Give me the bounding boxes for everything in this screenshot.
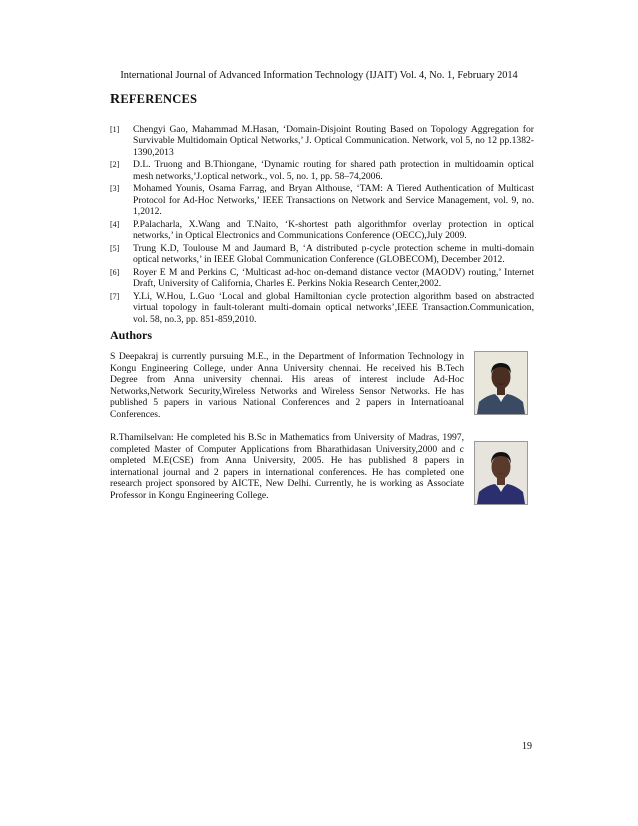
references-heading-initial: R bbox=[110, 92, 121, 107]
reference-number: [2] bbox=[110, 160, 120, 170]
reference-list bbox=[110, 124, 534, 326]
reference-item bbox=[110, 124, 534, 158]
author-photo bbox=[474, 351, 528, 415]
reference-text: Y.Li, W.Hou, L.Guo ‘Local and global Hamiltonian cycle protection algorithm based on abstracted virtual topology in fault-tolerant multi-domain optical networks’,IEEE Transaction.Communication, vol. 58, no.3, pp. 851-859,2010. bbox=[133, 290, 534, 325]
reference-number: [4] bbox=[110, 219, 120, 229]
reference-number: [5] bbox=[110, 243, 120, 253]
reference-text: D.L. Truong and B.Thiongane, ‘Dynamic routing for shared path protection in multidoamin optical mesh networks,’J.optical network., vol. 5, no. 1, pp. 58–74,2006. bbox=[133, 159, 534, 182]
author-portrait-icon bbox=[475, 352, 527, 414]
references-heading-rest: EFERENCES bbox=[120, 92, 198, 106]
reference-item bbox=[110, 183, 534, 217]
author-photo bbox=[474, 441, 528, 505]
reference-text: Trung K.D, Toulouse M and Jaumard B, ‘A distributed p-cycle protection scheme in multi-domain optical networks,’ in IEEE Global Communication Conference (GLOBECOM), December 2012. bbox=[133, 242, 534, 266]
reference-item bbox=[110, 159, 534, 182]
reference-item bbox=[110, 219, 534, 242]
reference-text: Royer E M and Perkins C, ‘Multicast ad-hoc on-demand distance vector (MAODV) routing,’ Internet Draft, University of California, Charles E. Perkins Nokia Research Center,2002. bbox=[133, 266, 534, 290]
references-heading bbox=[110, 92, 197, 108]
reference-number: [1] bbox=[110, 125, 120, 134]
reference-text: Chengyi Gao, Mahammad M.Hasan, ‘Domain-Disjoint Routing Based on Topology Aggregation for Survivable Multidomain Optical Networks,’ J. Optical Communication. Network, vol 5, no 12 pp.1382-1390,2013 bbox=[133, 124, 534, 158]
reference-item bbox=[110, 267, 534, 290]
author-bio: S Deepakraj is currently pursuing M.E., in the Department of Information Technology in Kongu Engineering College, under Anna University chennai. He received his B.Tech Degree from Anna university chennai. His areas of interest include Ad-Hoc Networks,Network Security,Wireless Networks and Wireless Sensor Networks. He has published 5 papers in various National Conferences and 2 papers in Internatioanal Conferences. bbox=[110, 351, 464, 420]
authors-heading: Authors bbox=[110, 328, 153, 342]
reference-text: Mohamed Younis, Osama Farrag, and Bryan Althouse, ‘TAM: A Tiered Authentication of Multicast Protocol for Ad-Hoc Networks,’ IEEE Transactions on Network and Service Management, vol. 9, no. 1,2012. bbox=[133, 183, 534, 218]
reference-number: [6] bbox=[110, 267, 120, 277]
author-portrait-icon bbox=[475, 442, 527, 504]
reference-text: P.Palacharla, X.Wang and T.Naito, ‘K-shortest path algorithmfor overlay protection in optical networks,’ in Optical Electronics and Communications Conference (OECC),July 2009. bbox=[133, 218, 534, 242]
running-header: International Journal of Advanced Information Technology (IJAIT) Vol. 4, No. 1, February 2014 bbox=[120, 70, 518, 81]
reference-item bbox=[110, 243, 534, 266]
reference-number: [7] bbox=[110, 291, 120, 301]
reference-number: [3] bbox=[110, 184, 120, 194]
page-number: 19 bbox=[522, 741, 532, 752]
reference-item bbox=[110, 291, 534, 325]
author-bio: R.Thamilselvan: He completed his B.Sc in Mathematics from University of Madras, 1997, completed Master of Computer Applications from Bharathidasan University,2000 and c ompleted M.E(CSE) from Anna University, 2005. He has published 8 papers in international journal and 2 papers in international conferences. He has completed one research project sponsored by AICTE, New Delhi. Currently, he is working as Associate Professor in Kongu Engineering College. bbox=[110, 432, 464, 501]
